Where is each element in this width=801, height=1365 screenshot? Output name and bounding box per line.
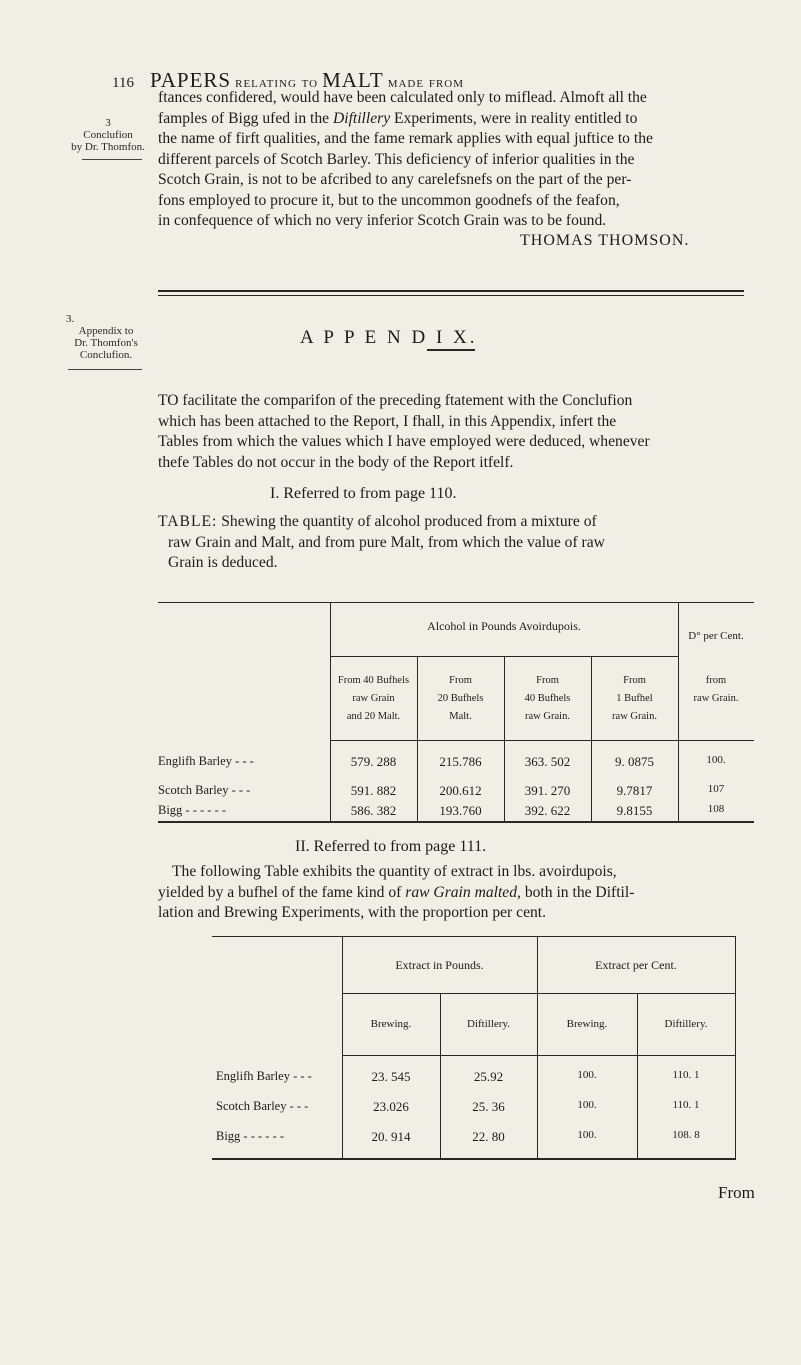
table-cell: 25. 36 — [472, 1099, 505, 1114]
section-2-heading: II. Referred to from page 111. — [295, 838, 487, 855]
running-header-papers: PAPERS — [150, 68, 232, 92]
table-1-per-cent-header: D° per Cent. — [688, 630, 744, 642]
table-cell: 579. 288 — [350, 754, 397, 769]
table-1-header-rule — [330, 740, 754, 741]
table-2-top-rule — [212, 936, 736, 937]
table-cell: 100. — [577, 1129, 597, 1141]
section-divider-thick — [158, 290, 744, 292]
table-cell: 110. 1 — [672, 1099, 700, 1111]
table-2-bottom-rule — [212, 1158, 736, 1160]
running-header-made-from: made from — [387, 75, 465, 91]
table-cell: 25.92 — [473, 1069, 504, 1084]
table-2-col-header: Brewing. — [566, 1018, 608, 1030]
section-1-caption — [158, 512, 740, 574]
table-2-col-header: Diftillery. — [664, 1018, 708, 1030]
appendix-underline — [427, 349, 475, 351]
table-cell: 107 — [707, 783, 725, 795]
table-2 — [212, 936, 736, 1160]
margin-note-number: 3. — [66, 313, 75, 325]
table-2-header-rule — [342, 1055, 736, 1056]
text-line: which has been attached to the Report, I fhall, in this Appendix, infert the — [158, 412, 617, 430]
text-line: thefe Tables do not occur in the body of the Report itfelf. — [158, 453, 514, 471]
table-1 — [158, 602, 780, 822]
margin-note-line: Conclufion — [83, 129, 133, 141]
table-row — [158, 803, 754, 821]
text-line: fons employed to procure it, but to the uncommon goodnefs of the feafon, — [158, 191, 620, 209]
row-label: Scotch Barley - - - — [158, 783, 251, 797]
signature: THOMAS THOMSON. — [520, 232, 690, 249]
row-label: Scotch Barley - - - — [216, 1099, 309, 1113]
text-line: ftances confidered, would have been calculated only to miflead. Almoft all the — [158, 89, 647, 106]
table-2-col-rule — [735, 936, 736, 1160]
text-line: Scotch Grain, is not to be afcribed to any carelefsnefs on the part of the per- — [158, 171, 632, 188]
margin-brace — [68, 360, 142, 370]
table-1-col-header: From 20 Bufhels Malt. — [437, 675, 484, 722]
text-line: yielded by a bufhel of the fame kind of raw Grain malted, both in the Diftil- — [158, 883, 635, 901]
intro-paragraph — [158, 88, 738, 232]
text-line: The following Table exhibits the quantity of extract in lbs. avoirdupois, — [172, 863, 617, 880]
table-cell: 22. 80 — [472, 1129, 505, 1144]
catchword: From — [718, 1183, 755, 1202]
table-2-group-header: Extract per Cent. — [595, 958, 677, 972]
running-header-relating: relating to — [235, 75, 319, 91]
table-row — [212, 1069, 736, 1087]
text-line: the name of firft qualities, and the fame remark applies with equal juftice to the — [158, 130, 653, 147]
table-2-col-header: Diftillery. — [467, 1018, 510, 1030]
appendix-paragraph — [158, 391, 740, 473]
table-cell: 9.7817 — [616, 783, 653, 798]
table-cell: 110. 1 — [672, 1069, 700, 1081]
table-cell: 108 — [707, 803, 725, 815]
table-cell: 363. 502 — [524, 754, 571, 769]
appendix-title: A P P E N D I X. — [300, 327, 478, 348]
table-cell: 100. — [577, 1099, 597, 1111]
text-line: famples of Bigg ufed in the Diftillery Experiments, were in reality entitled to — [158, 109, 638, 127]
table-label: TABLE: — [158, 513, 218, 530]
table-2-group-header: Extract in Pounds. — [395, 958, 484, 972]
section-1-heading: I. Referred to from page 110. — [270, 485, 457, 502]
table-cell: 23. 545 — [371, 1069, 411, 1084]
table-1-bottom-rule — [158, 821, 754, 823]
table-1-col-header: From 40 Bufhels raw Grain and 20 Malt. — [337, 675, 410, 722]
table-cell: 586. 382 — [350, 803, 397, 818]
table-1-mid-rule — [330, 656, 678, 657]
text-line: in confequence of which no very inferior Scotch Grain was to be found. — [158, 212, 607, 229]
margin-note-line: by Dr. Thomfon. — [71, 141, 145, 153]
table-cell: 193.760 — [439, 803, 482, 818]
text-line: TO facilitate the comparifon of the preceding ftatement with the Conclufion — [158, 392, 633, 409]
table-row — [212, 1099, 736, 1117]
margin-brace — [82, 150, 142, 160]
margin-note-line: Appendix to — [78, 325, 134, 337]
table-cell: 100. — [706, 754, 726, 766]
table-1-col-header: From 40 Bufhels raw Grain. — [524, 675, 571, 722]
margin-note-line: Conclufion. — [79, 349, 133, 361]
table-cell: 215.786 — [439, 754, 482, 769]
running-header-malt: MALT — [322, 68, 384, 92]
table-cell: 20. 914 — [371, 1129, 411, 1144]
table-1-col-header: From 1 Bufhel raw Grain. — [612, 675, 657, 722]
table-cell: 391. 270 — [524, 783, 571, 798]
table-cell: 23.026 — [373, 1099, 409, 1114]
table-row — [212, 1129, 736, 1147]
table-1-col-header: from raw Grain. — [693, 675, 739, 704]
text-line: lation and Brewing Experiments, with the proportion per cent. — [158, 904, 547, 921]
table-cell: 9.8155 — [616, 803, 653, 818]
row-label: Englifh Barley - - - — [158, 754, 254, 768]
section-2-paragraph — [158, 862, 740, 924]
table-cell: 591. 882 — [350, 783, 397, 798]
row-label: Bigg - - - - - - — [158, 803, 227, 817]
text-line: Tables from which the values which I have employed were deduced, whenever — [158, 433, 650, 450]
row-label: Englifh Barley - - - — [216, 1069, 312, 1083]
text-line: raw Grain and Malt, and from pure Malt, from which the value of raw — [168, 533, 605, 551]
table-cell: 200.612 — [439, 783, 482, 798]
margin-note-conclusion — [64, 117, 152, 153]
table-cell: 100. — [577, 1069, 597, 1081]
table-cell: 392. 622 — [524, 803, 571, 818]
table-1-top-rule — [158, 602, 754, 603]
section-divider-thin — [158, 295, 744, 296]
text-line: TABLE: Shewing the quantity of alcohol produced from a mixture of — [158, 513, 597, 530]
text-line: different parcels of Scotch Barley. This deficiency of inferior qualities in the — [158, 150, 635, 168]
table-1-group-header: Alcohol in Pounds Avoirdupois. — [427, 619, 581, 633]
row-label: Bigg - - - - - - — [216, 1129, 285, 1143]
text-line: Grain is deduced. — [168, 554, 278, 571]
table-cell: 9. 0875 — [615, 754, 654, 769]
table-row — [158, 754, 754, 772]
table-cell: 108. 8 — [672, 1129, 700, 1141]
page-number: 116 — [112, 75, 134, 91]
table-row — [158, 783, 754, 801]
table-2-mid-rule — [342, 993, 736, 994]
margin-note-line: Dr. Thomfon's — [74, 337, 138, 349]
margin-note-number: 3 — [105, 117, 111, 129]
margin-note-appendix — [60, 313, 152, 361]
table-2-col-header: Brewing. — [370, 1018, 412, 1030]
